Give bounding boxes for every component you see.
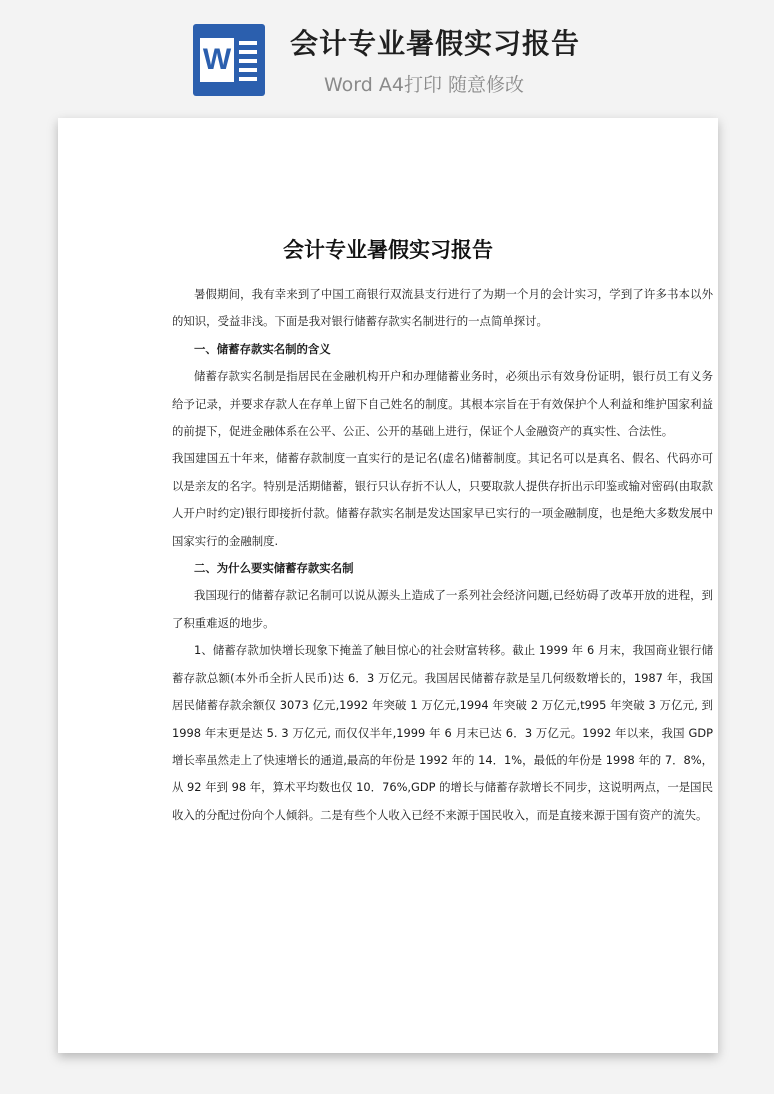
paragraph-problem: 我国现行的储蓄存款记名制可以说从源头上造成了一系列社会经济问题,已经妨碍了改革开放的进程，到了积重难返的地步。 — [172, 588, 713, 630]
document-title: 会计专业暑假实习报告 — [283, 238, 493, 262]
section-heading-1: 一、储蓄存款实名制的含义 — [194, 341, 331, 356]
paragraph-point-1: 1、储蓄存款加快增长现象下掩盖了触目惊心的社会财富转移。截止 1999 年 6 月末，我国商业银行储蓄存款总额(本外币全折人民币)达 6．3 万亿元。我国居民储蓄存款是呈几何级数增长的，1987 年，我国居民储蓄存款余额仅 3073 亿元,1992 年突破 1 万亿元,1994 年突破 2 万亿元,t995 年突破 3 万亿元, 到 1998 年末更是达 5. 3 万亿元, 而仅仅半年,1999 年 6 月末已达 6．3 万亿元。1992 年以来，我国 GDP 增长率虽然走上了快速增长的通道,最高的年份是 1992 年的 14．1%，最低的年份是 1998 年的 7．8%，从 92 年到 98 年，算术平均数也仅 10．76%,GDP 的增长与储蓄存款增长不同步，这说明两点，一是国民收入的分配过份向个人倾斜。二是有些个人收入已经不来源于国民收入，而是直接来源于国有资产的流失。 — [172, 643, 713, 822]
word-icon-letter: W — [200, 38, 234, 82]
word-document-icon — [193, 24, 265, 96]
header-subtitle: Word A4打印 随意修改 — [324, 74, 525, 96]
word-icon-lines — [239, 41, 257, 86]
paragraph-definition: 储蓄存款实名制是指居民在金融机构开户和办理储蓄业务时，必须出示有效身份证明，银行员工有义务给予记录，并要求存款人在存单上留下自己姓名的制度。其根本宗旨在于有效保护个人利益和维护国家利益的前提下，促进金融体系在公平、公正、公开的基础上进行，保证个人金融资产的真实性、合法性。 — [172, 369, 713, 439]
header-banner — [0, 0, 774, 110]
document-body — [172, 281, 713, 829]
header-title: 会计专业暑假实习报告 — [290, 27, 581, 60]
document-page — [58, 118, 718, 1053]
paragraph-history: 我国建国五十年来，储蓄存款制度一直实行的是记名(虚名)储蓄制度。其记名可以是真名、假名、代码亦可以是亲友的名字。特别是活期储蓄，银行只认存折不认人，只要取款人提供存折出示印鉴或输对密码(由取款人开户时约定)银行即接折付款。储蓄存款实名制是发达国家早已实行的一项金融制度，也是绝大多数发展中国家实行的金融制度. — [172, 451, 713, 548]
paragraph-intro: 暑假期间，我有幸来到了中国工商银行双流县支行进行了为期一个月的会计实习，学到了许多书本以外的知识，受益非浅。下面是我对银行储蓄存款实名制进行的一点简单探讨。 — [172, 287, 713, 329]
section-heading-2: 二、为什么要实储蓄存款实名制 — [194, 561, 354, 576]
